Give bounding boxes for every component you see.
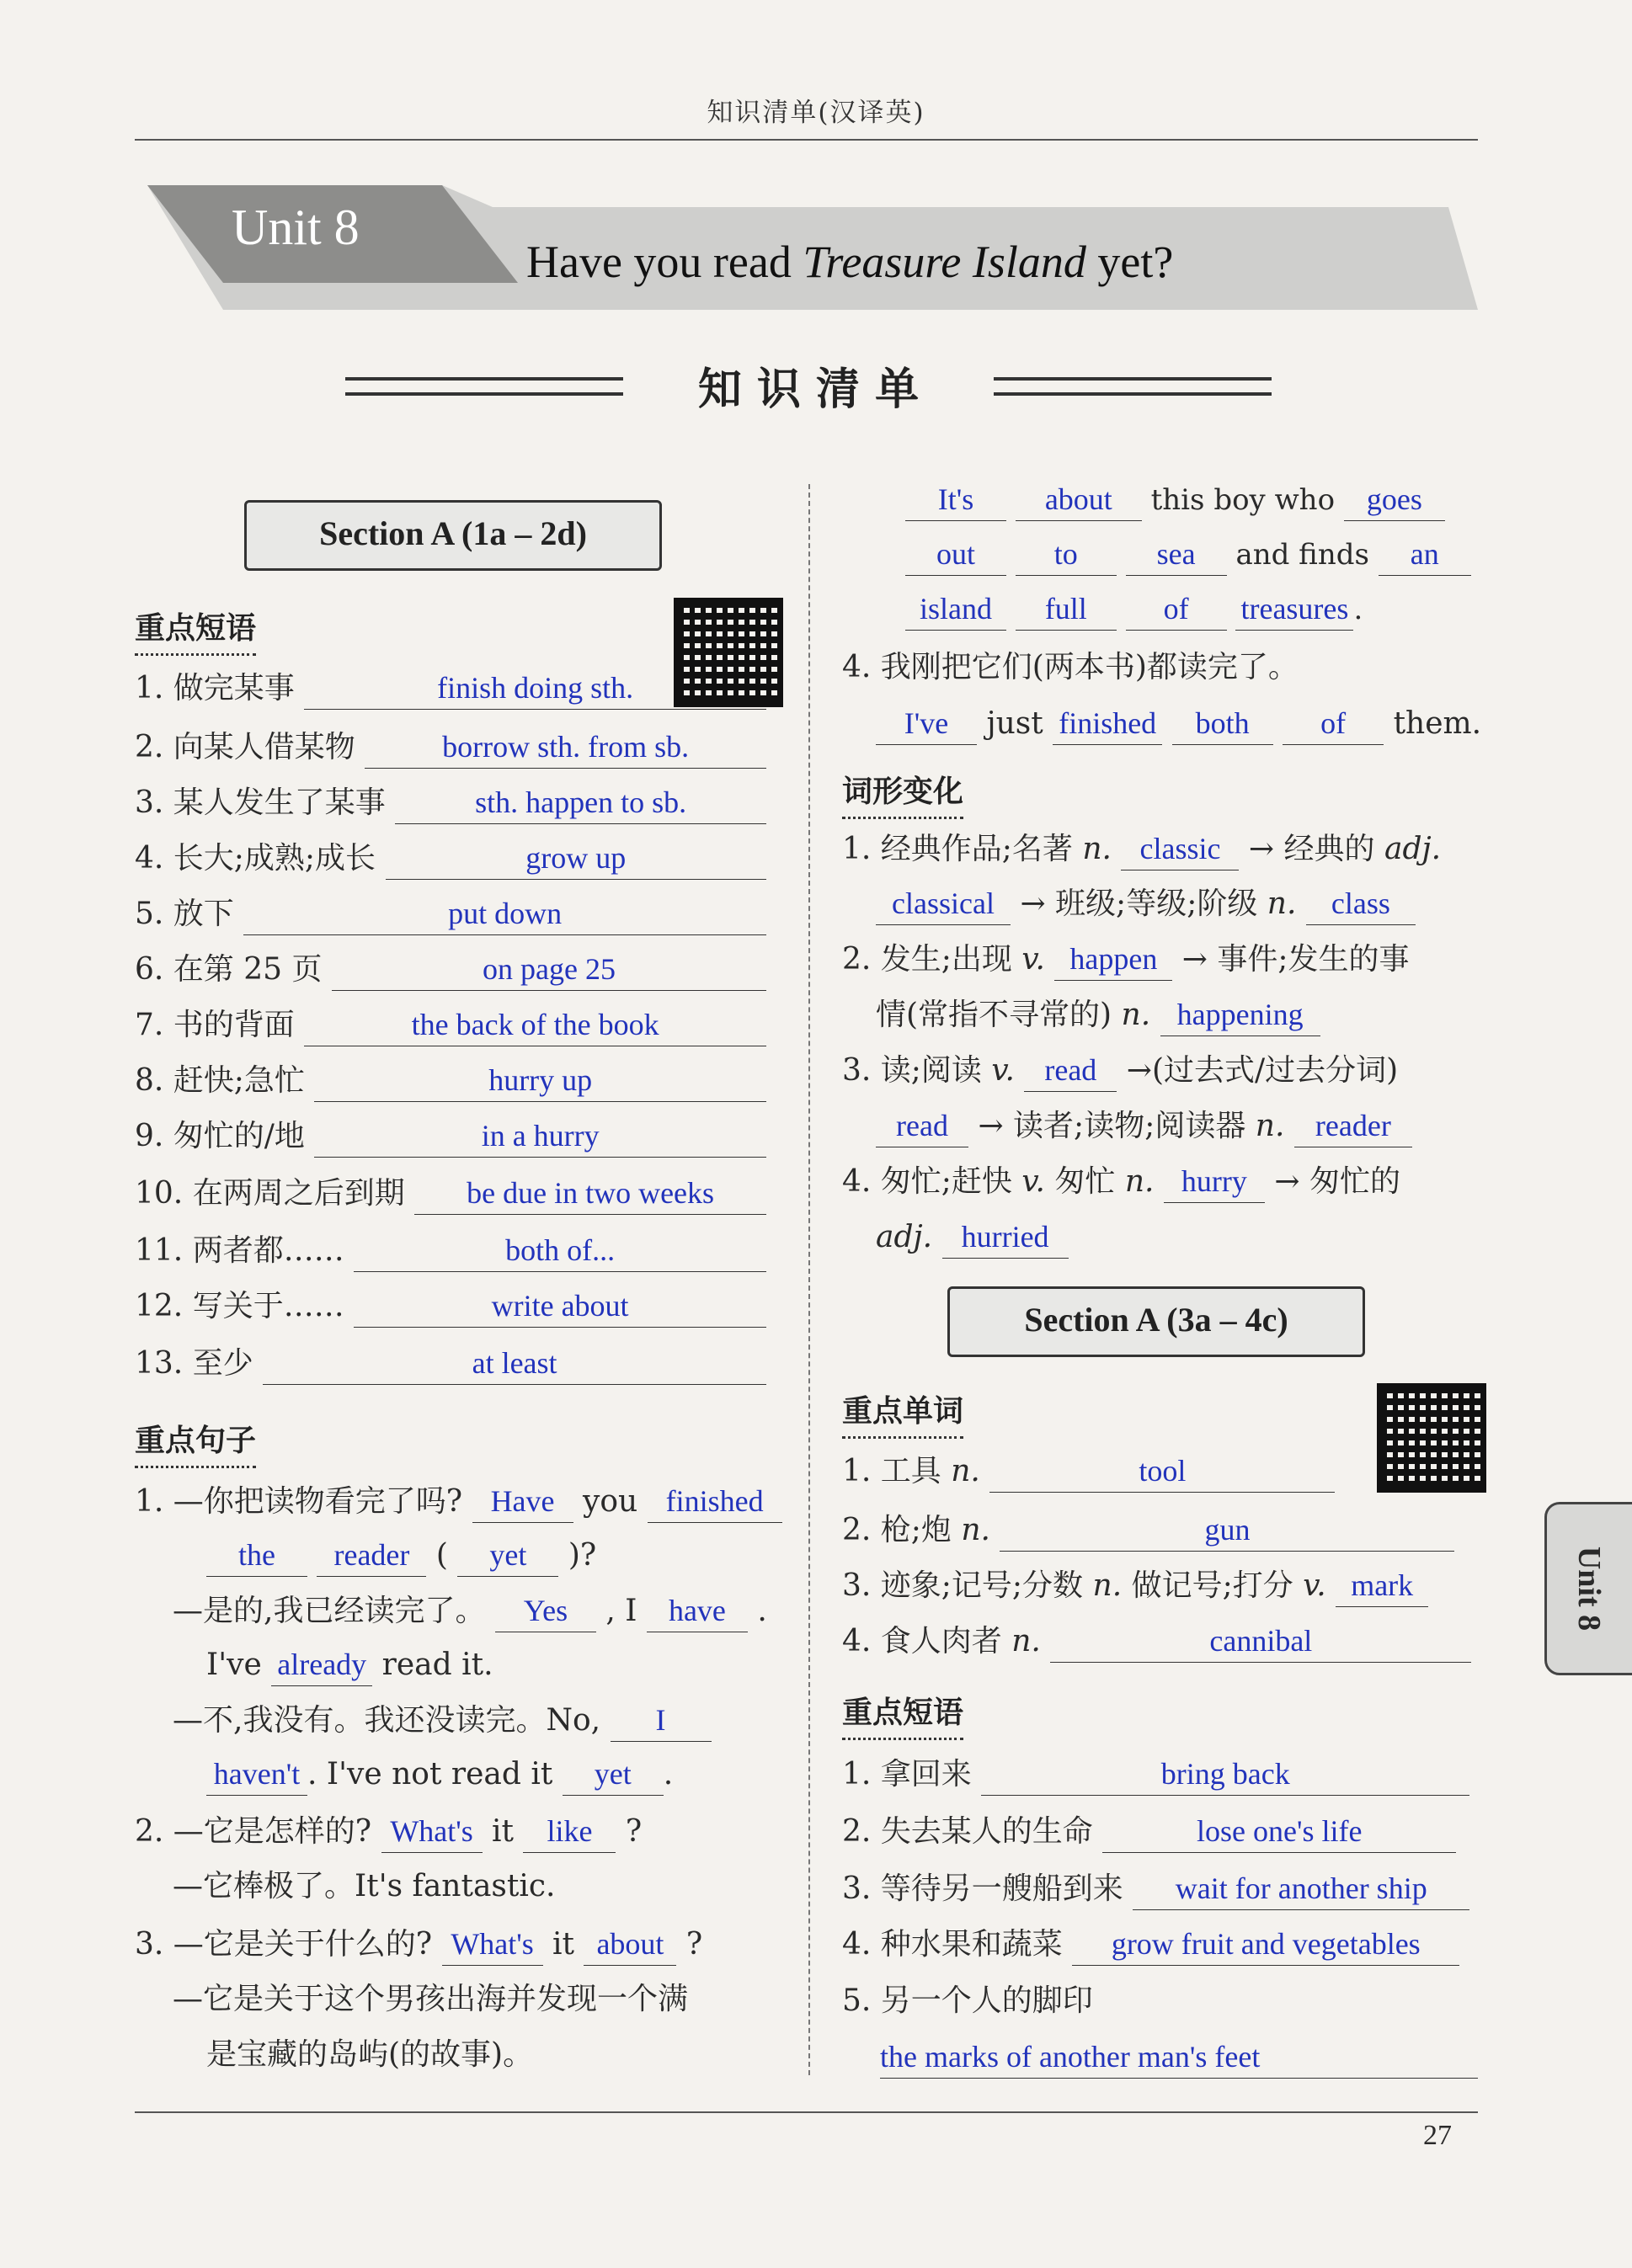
running-header: 知识清单(汉译英) <box>707 98 925 128</box>
phrase2-5-answer: the marks of another man's feet <box>880 2036 1478 2079</box>
column-divider <box>808 484 810 2075</box>
phrase-chinese: 6. 在第 25 页 <box>135 952 323 987</box>
key-sentences-heading: 重点句子 <box>135 1417 256 1460</box>
phrase-chinese: 7. 书的背面 <box>135 1008 295 1042</box>
unit-banner <box>147 184 1478 310</box>
phrase1-2 <box>135 726 766 769</box>
header-rule <box>135 139 1478 141</box>
section-title: 知 识 清 单 <box>697 365 920 415</box>
word-forms-heading: 词形变化 <box>842 768 963 811</box>
sentence-3-answer-line1: —它是关于这个男孩出海并发现一个满 <box>173 1982 689 2016</box>
phrase-answer: on page 25 <box>332 948 766 991</box>
unit-label: Unit 8 <box>232 200 360 255</box>
word-form-3: 3. 读;阅读 v. read →(过去式/过去分词) <box>842 1049 1398 1092</box>
phrase-chinese: 2. 向某人借某物 <box>135 730 355 764</box>
sentence-1-answer-yes-cont: I've already read it. <box>206 1643 493 1686</box>
phrase-chinese: 12. 写关于…… <box>135 1289 344 1323</box>
word-form-4: 4. 匆忙;赶快 v. 匆忙 n. hurry → 匆忙的 <box>842 1160 1400 1203</box>
phrase2-2: 2. 失去某人的生命 lose one's life <box>842 1810 1456 1853</box>
sentence-2-question: 2. —它是怎样的? What's it like ? <box>135 1810 642 1853</box>
word-form-2: 2. 发生;出现 v. happen → 事件;发生的事 <box>842 938 1410 981</box>
phrase1-7 <box>135 1004 766 1046</box>
word-form-1: 1. 经典作品;名著 n. classic → 经典的 adj. <box>842 828 1441 870</box>
phrase-answer: in a hurry <box>314 1115 766 1158</box>
section-badge-3a-4c: Section A (3a – 4c) <box>947 1286 1365 1357</box>
key-word-3: 3. 迹象;记号;分数 n. 做记号;打分 v. mark <box>842 1564 1428 1607</box>
phrase-chinese: 8. 赶快;急忙 <box>135 1063 305 1098</box>
phrase-answer: sth. happen to sb. <box>395 781 766 824</box>
sentence-3-answer-line2: 是宝藏的岛屿(的故事)。 <box>206 2037 534 2072</box>
phrase2-5: 5. 另一个人的脚印 <box>842 1983 1093 2018</box>
key-words-heading: 重点单词 <box>842 1387 963 1430</box>
phrase-chinese: 1. 做完某事 <box>135 671 295 705</box>
phrase1-4 <box>135 837 766 880</box>
unit-side-tab: Unit 8 <box>1544 1502 1632 1675</box>
key-phrases-heading-1: 重点短语 <box>135 604 256 647</box>
phrase-answer: the back of the book <box>304 1004 766 1046</box>
sentence-3-question: 3. —它是关于什么的? What's it about ? <box>135 1923 702 1966</box>
sentence-3-english-line1: It's about this boy who goes <box>905 478 1445 521</box>
phrase-answer: write about <box>354 1285 766 1328</box>
word-form-4-cont: adj. hurried <box>876 1216 1069 1259</box>
phrase-chinese: 11. 两者都…… <box>135 1233 344 1268</box>
phrase-answer: both of... <box>354 1229 766 1272</box>
phrase-answer: put down <box>243 892 766 935</box>
phrase1-3 <box>135 781 766 824</box>
key-word-1: 1. 工具 n. tool <box>842 1450 1335 1493</box>
word-form-3-cont: read → 读者;读物;阅读器 n. reader <box>876 1105 1412 1147</box>
sentence-1-question-cont: the reader ( yet )? <box>206 1534 596 1577</box>
section-badge-1a-2d: Section A (1a – 2d) <box>244 500 662 571</box>
key-phrases-heading-2: 重点短语 <box>842 1689 963 1732</box>
phrase-answer: finish doing sth. <box>304 667 766 710</box>
phrase-answer: borrow sth. from sb. <box>365 726 766 769</box>
sentence-1-answer-yes: —是的,我已经读完了。 Yes , I have . <box>173 1589 767 1632</box>
word-form-2-cont: 情(常指不寻常的) n. happening <box>876 993 1320 1036</box>
phrase-chinese: 10. 在两周之后到期 <box>135 1176 405 1211</box>
qr-code-2 <box>1377 1383 1486 1493</box>
sentence-3-english-line3: island full of treasures . <box>905 588 1363 631</box>
phrase1-13 <box>135 1342 766 1385</box>
phrase2-4: 4. 种水果和蔬菜 grow fruit and vegetables <box>842 1923 1459 1966</box>
sentence-1-question: 1. —你把读物看完了吗? Have you finished <box>135 1480 782 1523</box>
sentence-1-answer-no: —不,我没有。我还没读完。No, I <box>173 1699 712 1742</box>
phrase1-1 <box>135 667 766 710</box>
phrase-answer: at least <box>263 1342 766 1385</box>
title-book-name: Treasure Island <box>803 237 1086 287</box>
sentence-4-question: 4. 我刚把它们(两本书)都读完了。 <box>842 650 1299 684</box>
sentence-1-answer-no-cont: haven't . I've not read it yet . <box>206 1753 673 1796</box>
phrase-chinese: 13. 至少 <box>135 1346 253 1381</box>
phrase-answer: hurry up <box>314 1059 766 1102</box>
phrase-answer: grow up <box>386 837 766 880</box>
key-word-2: 2. 枪;炮 n. gun <box>842 1509 1454 1552</box>
phrase1-9 <box>135 1115 766 1158</box>
title-ornament-right <box>994 377 1272 396</box>
phrase1-10 <box>135 1172 766 1215</box>
title-part-c: yet? <box>1097 237 1174 287</box>
sentence-4-answer: I've just finished both of them. <box>876 702 1481 745</box>
title-part-a: Have you read <box>526 237 792 287</box>
phrase-answer: be due in two weeks <box>414 1172 766 1215</box>
sentence-2-answer: —它棒极了。It's fantastic. <box>173 1869 556 1903</box>
key-word-4: 4. 食人肉者 n. cannibal <box>842 1620 1471 1663</box>
phrase1-11 <box>135 1229 766 1272</box>
phrase-chinese: 9. 匆忙的/地 <box>135 1119 305 1153</box>
phrase2-1: 1. 拿回来 bring back <box>842 1753 1469 1796</box>
phrase-chinese: 5. 放下 <box>135 897 234 931</box>
phrase1-12 <box>135 1285 766 1328</box>
word-form-1-cont: classical → 班级;等级;阶级 n. class <box>876 882 1416 925</box>
phrase1-6 <box>135 948 766 991</box>
phrase2-3: 3. 等待另一艘船到来 wait for another ship <box>842 1867 1469 1910</box>
phrase-chinese: 3. 某人发生了某事 <box>135 785 386 820</box>
title-ornament-left <box>345 377 623 396</box>
footer-rule <box>135 2111 1478 2113</box>
sentence-3-english-line2: out to sea and finds an <box>905 533 1471 576</box>
page-number: 27 <box>1423 2120 1452 2151</box>
phrase1-8 <box>135 1059 766 1102</box>
phrase-chinese: 4. 长大;成熟;成长 <box>135 841 376 876</box>
phrase1-5 <box>135 892 766 935</box>
unit-title <box>526 236 1173 288</box>
